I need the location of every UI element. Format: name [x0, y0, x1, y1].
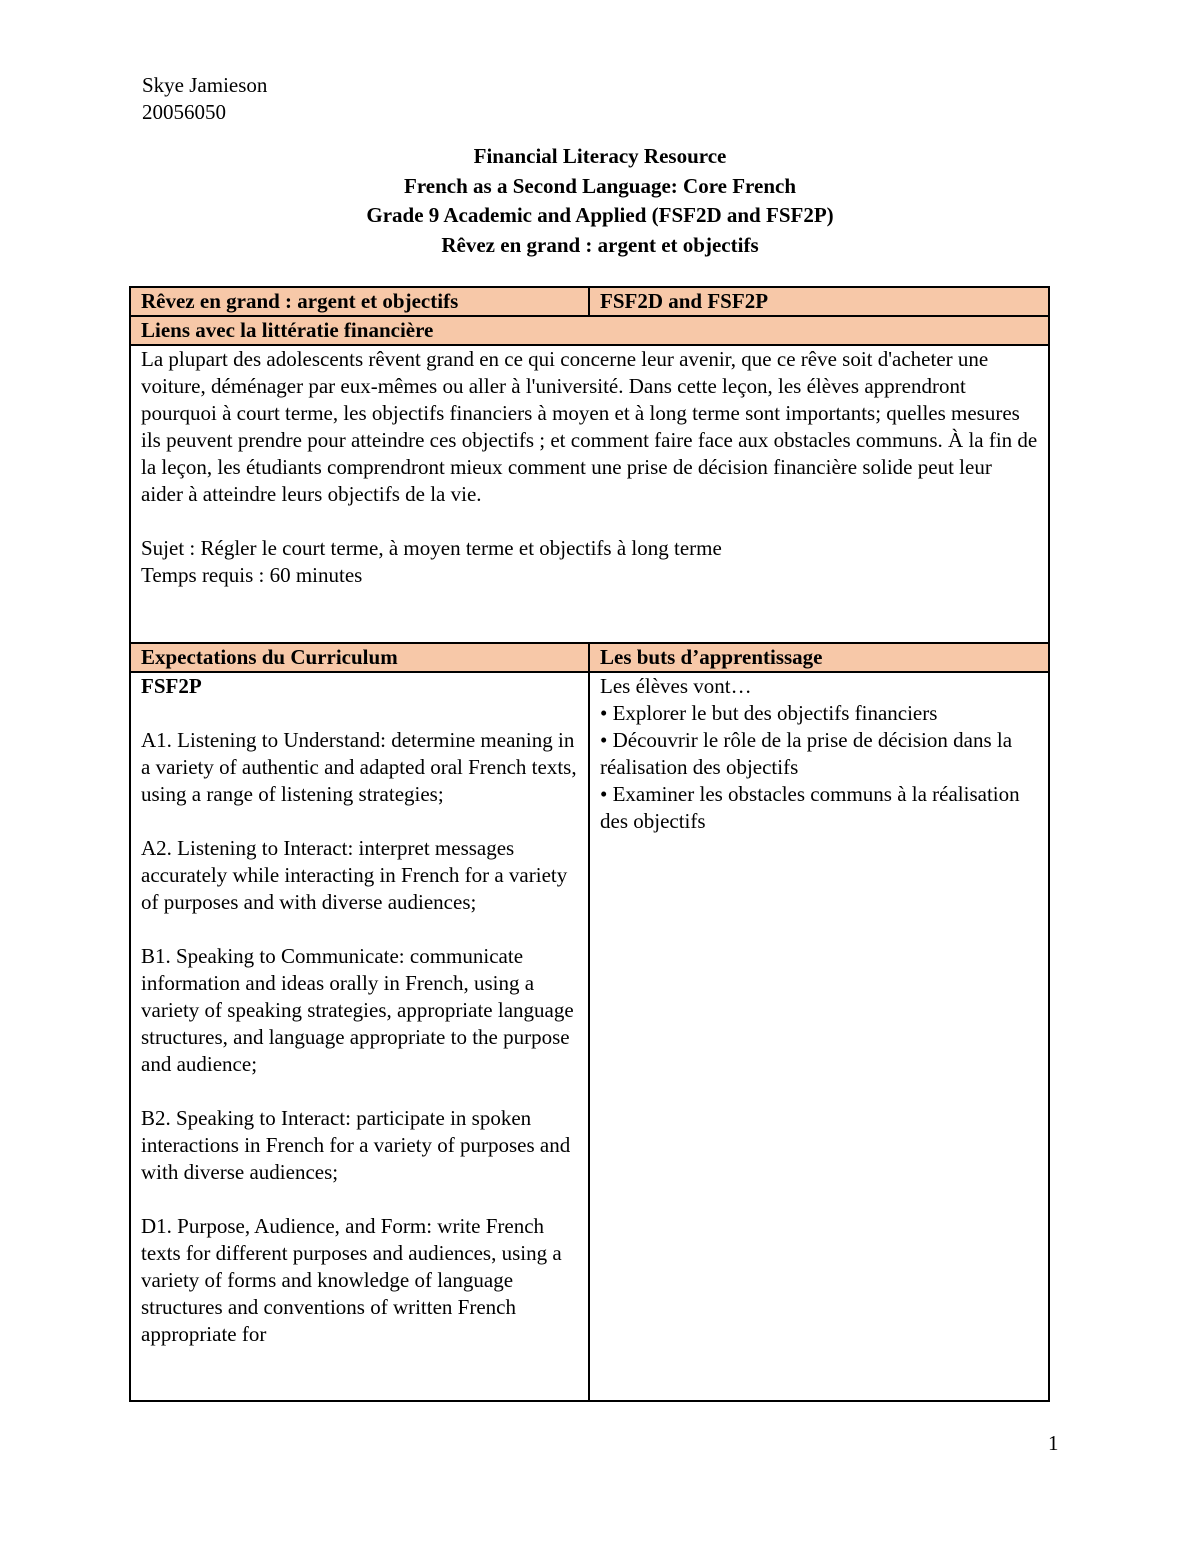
title-line-3: Grade 9 Academic and Applied (FSF2D and FSF2P) — [366, 203, 834, 227]
course-code: FSF2P — [141, 674, 202, 698]
expectation-d1: D1. Purpose, Audience, and Form: write French texts for different purposes and audiences, using a variety of forms and knowledge of language structures and conventions of written French appropriate for — [141, 1214, 562, 1346]
goal-item: • Découvrir le rôle de la prise de décision dans la réalisation des objectifs — [600, 728, 1013, 779]
title-block — [0, 142, 1200, 260]
time-required-line: Temps requis : 60 minutes — [141, 563, 363, 587]
expectation-a1: A1. Listening to Understand: determine meaning in a variety of authentic and adapted oral French texts, using a range of listening strategies; — [141, 728, 577, 806]
header-expectations: Expectations du Curriculum — [130, 643, 589, 672]
header-learning-goals: Les buts d’apprentissage — [589, 643, 1049, 672]
title-line-4: Rêvez en grand : argent et objectifs — [441, 232, 759, 257]
intro-paragraph: La plupart des adolescents rêvent grand en ce qui concerne leur avenir, que ce rêve soit d'acheter une voiture, déménager par eux-mêmes ou aller à l'université. Dans cette leçon, les élèves apprendront pourquoi à court terme, les objectifs financiers à moyen et à long terme sont importants; quelles mesures ils peuvent prendre pour atteindre ces objectifs ; et comment faire face aux obstacles communs. À la fin de la leçon, les étudiants comprendront mieux comment une prise de décision financière solide peut leur aider à atteindre leurs objectifs de la vie. — [141, 347, 1038, 506]
intro-cell — [130, 345, 1049, 643]
header-course-codes: FSF2D and FSF2P — [589, 287, 1049, 316]
expectations-cell — [130, 672, 589, 1401]
header-lesson-title: Rêvez en grand : argent et objectifs — [130, 287, 589, 316]
page-number: 1 — [1048, 1431, 1059, 1455]
student-id: 20056050 — [142, 100, 226, 124]
header-financial-links: Liens avec la littératie financière — [130, 316, 1049, 345]
learning-goals-cell — [589, 672, 1049, 1401]
author-block — [142, 72, 267, 126]
expectation-a2: A2. Listening to Interact: interpret messages accurately while interacting in French for a variety of purposes and with diverse audiences; — [141, 836, 568, 914]
title-line-1: Financial Literacy Resource — [473, 144, 727, 168]
title-line-2: French as a Second Language: Core French — [404, 173, 796, 198]
lesson-table — [129, 286, 1050, 1402]
author-name: Skye Jamieson — [142, 73, 268, 97]
expectation-b1: B1. Speaking to Communicate: communicate information and ideas orally in French, using a variety of speaking strategies, appropriate language structures, and language appropriate to the purpose and audience; — [141, 944, 574, 1076]
goals-intro: Les élèves vont… — [600, 674, 752, 698]
expectation-b2: B2. Speaking to Interact: participate in spoken interactions in French for a variety of purposes and with diverse audiences; — [141, 1106, 571, 1184]
subject-line: Sujet : Régler le court terme, à moyen terme et objectifs à long terme — [141, 536, 722, 560]
goal-item: • Examiner les obstacles communs à la réalisation des objectifs — [600, 782, 1020, 833]
goal-item: • Explorer le but des objectifs financiers — [600, 701, 938, 725]
